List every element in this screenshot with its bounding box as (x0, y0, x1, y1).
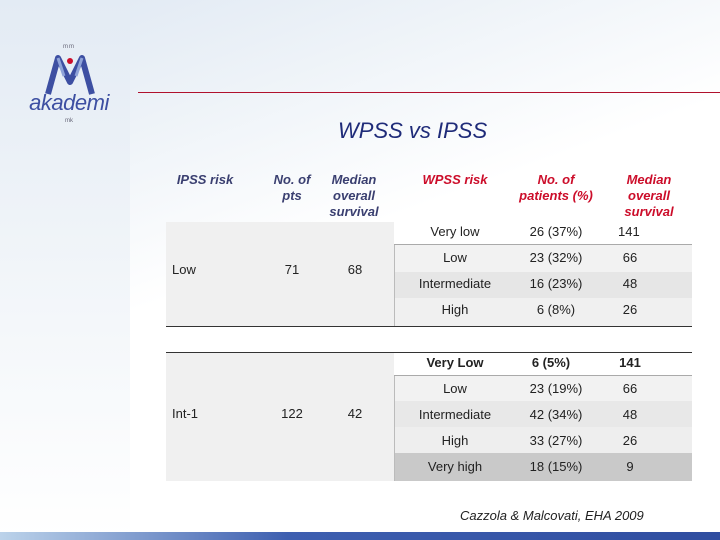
group2-row4-patients: 33 (27%) (529, 433, 583, 448)
group1-divider (394, 244, 395, 326)
group2-row5-wpss: Very high (427, 459, 483, 474)
header-wpss-risk: WPSS risk (422, 172, 488, 187)
group2-row-rule (394, 375, 692, 376)
group1-row1-wpss: Very low (430, 224, 480, 239)
group2-row4-survival: 26 (622, 433, 638, 448)
group2-divider (394, 375, 395, 481)
group2-row2-patients: 23 (19%) (529, 381, 583, 396)
group2-row2-survival: 66 (622, 381, 638, 396)
group2-row4-wpss: High (441, 433, 469, 448)
group1-bottom-rule (166, 326, 692, 327)
group1-row2-patients: 23 (32%) (529, 250, 583, 265)
group2-median-os: 42 (347, 406, 363, 421)
group1-row4-patients: 6 (8%) (536, 302, 576, 317)
group2-row5-survival: 9 (626, 459, 634, 474)
header-median-os-2: Median overall survival (624, 172, 674, 219)
group1-row2-survival: 66 (622, 250, 638, 265)
group2-row1-patients: 6 (5%) (531, 355, 571, 370)
group1-ipss-risk: Low (172, 262, 196, 277)
group1-row4-wpss: High (441, 302, 469, 317)
group1-row3-patients: 16 (23%) (529, 276, 583, 291)
citation: Cazzola & Malcovati, EHA 2009 (460, 508, 644, 523)
group1-row4-survival: 26 (622, 302, 638, 317)
group2-row1-wpss: Very Low (426, 355, 484, 370)
group1-row1-survival: 141 (618, 224, 640, 239)
group1-median-os: 68 (347, 262, 363, 277)
header-no-pts: No. of pts (273, 172, 311, 203)
header-no-patients: No. of patients (%) (519, 172, 593, 203)
group2-row3-survival: 48 (622, 407, 638, 422)
header-rule (138, 92, 720, 93)
group1-row1-patients: 26 (37%) (529, 224, 583, 239)
group1-row3-wpss: Intermediate (418, 276, 492, 291)
group2-ipss-risk: Int-1 (172, 406, 199, 421)
group2-row3-wpss: Intermediate (418, 407, 492, 422)
group1-no-pts: 71 (284, 262, 300, 277)
group2-row2-wpss: Low (443, 381, 467, 396)
group1-row3-survival: 48 (622, 276, 638, 291)
logo-top-text: mm (63, 44, 75, 50)
akademi-logo (28, 40, 110, 130)
bottom-bar (0, 532, 720, 540)
group2-row1-survival: 141 (619, 355, 641, 370)
group2-no-pts: 122 (281, 406, 303, 421)
group1-row-rule (394, 244, 692, 245)
group2-row3-patients: 42 (34%) (529, 407, 583, 422)
group2-row5-patients: 18 (15%) (529, 459, 583, 474)
slide-title: WPSS vs IPSS (338, 118, 488, 143)
header-median-os: Median overall survival (329, 172, 379, 219)
logo-word: akademi (29, 90, 109, 115)
header-ipss-risk: IPSS risk (176, 172, 234, 187)
group1-row2-wpss: Low (443, 250, 467, 265)
logo-sub-text: mk (65, 118, 73, 124)
